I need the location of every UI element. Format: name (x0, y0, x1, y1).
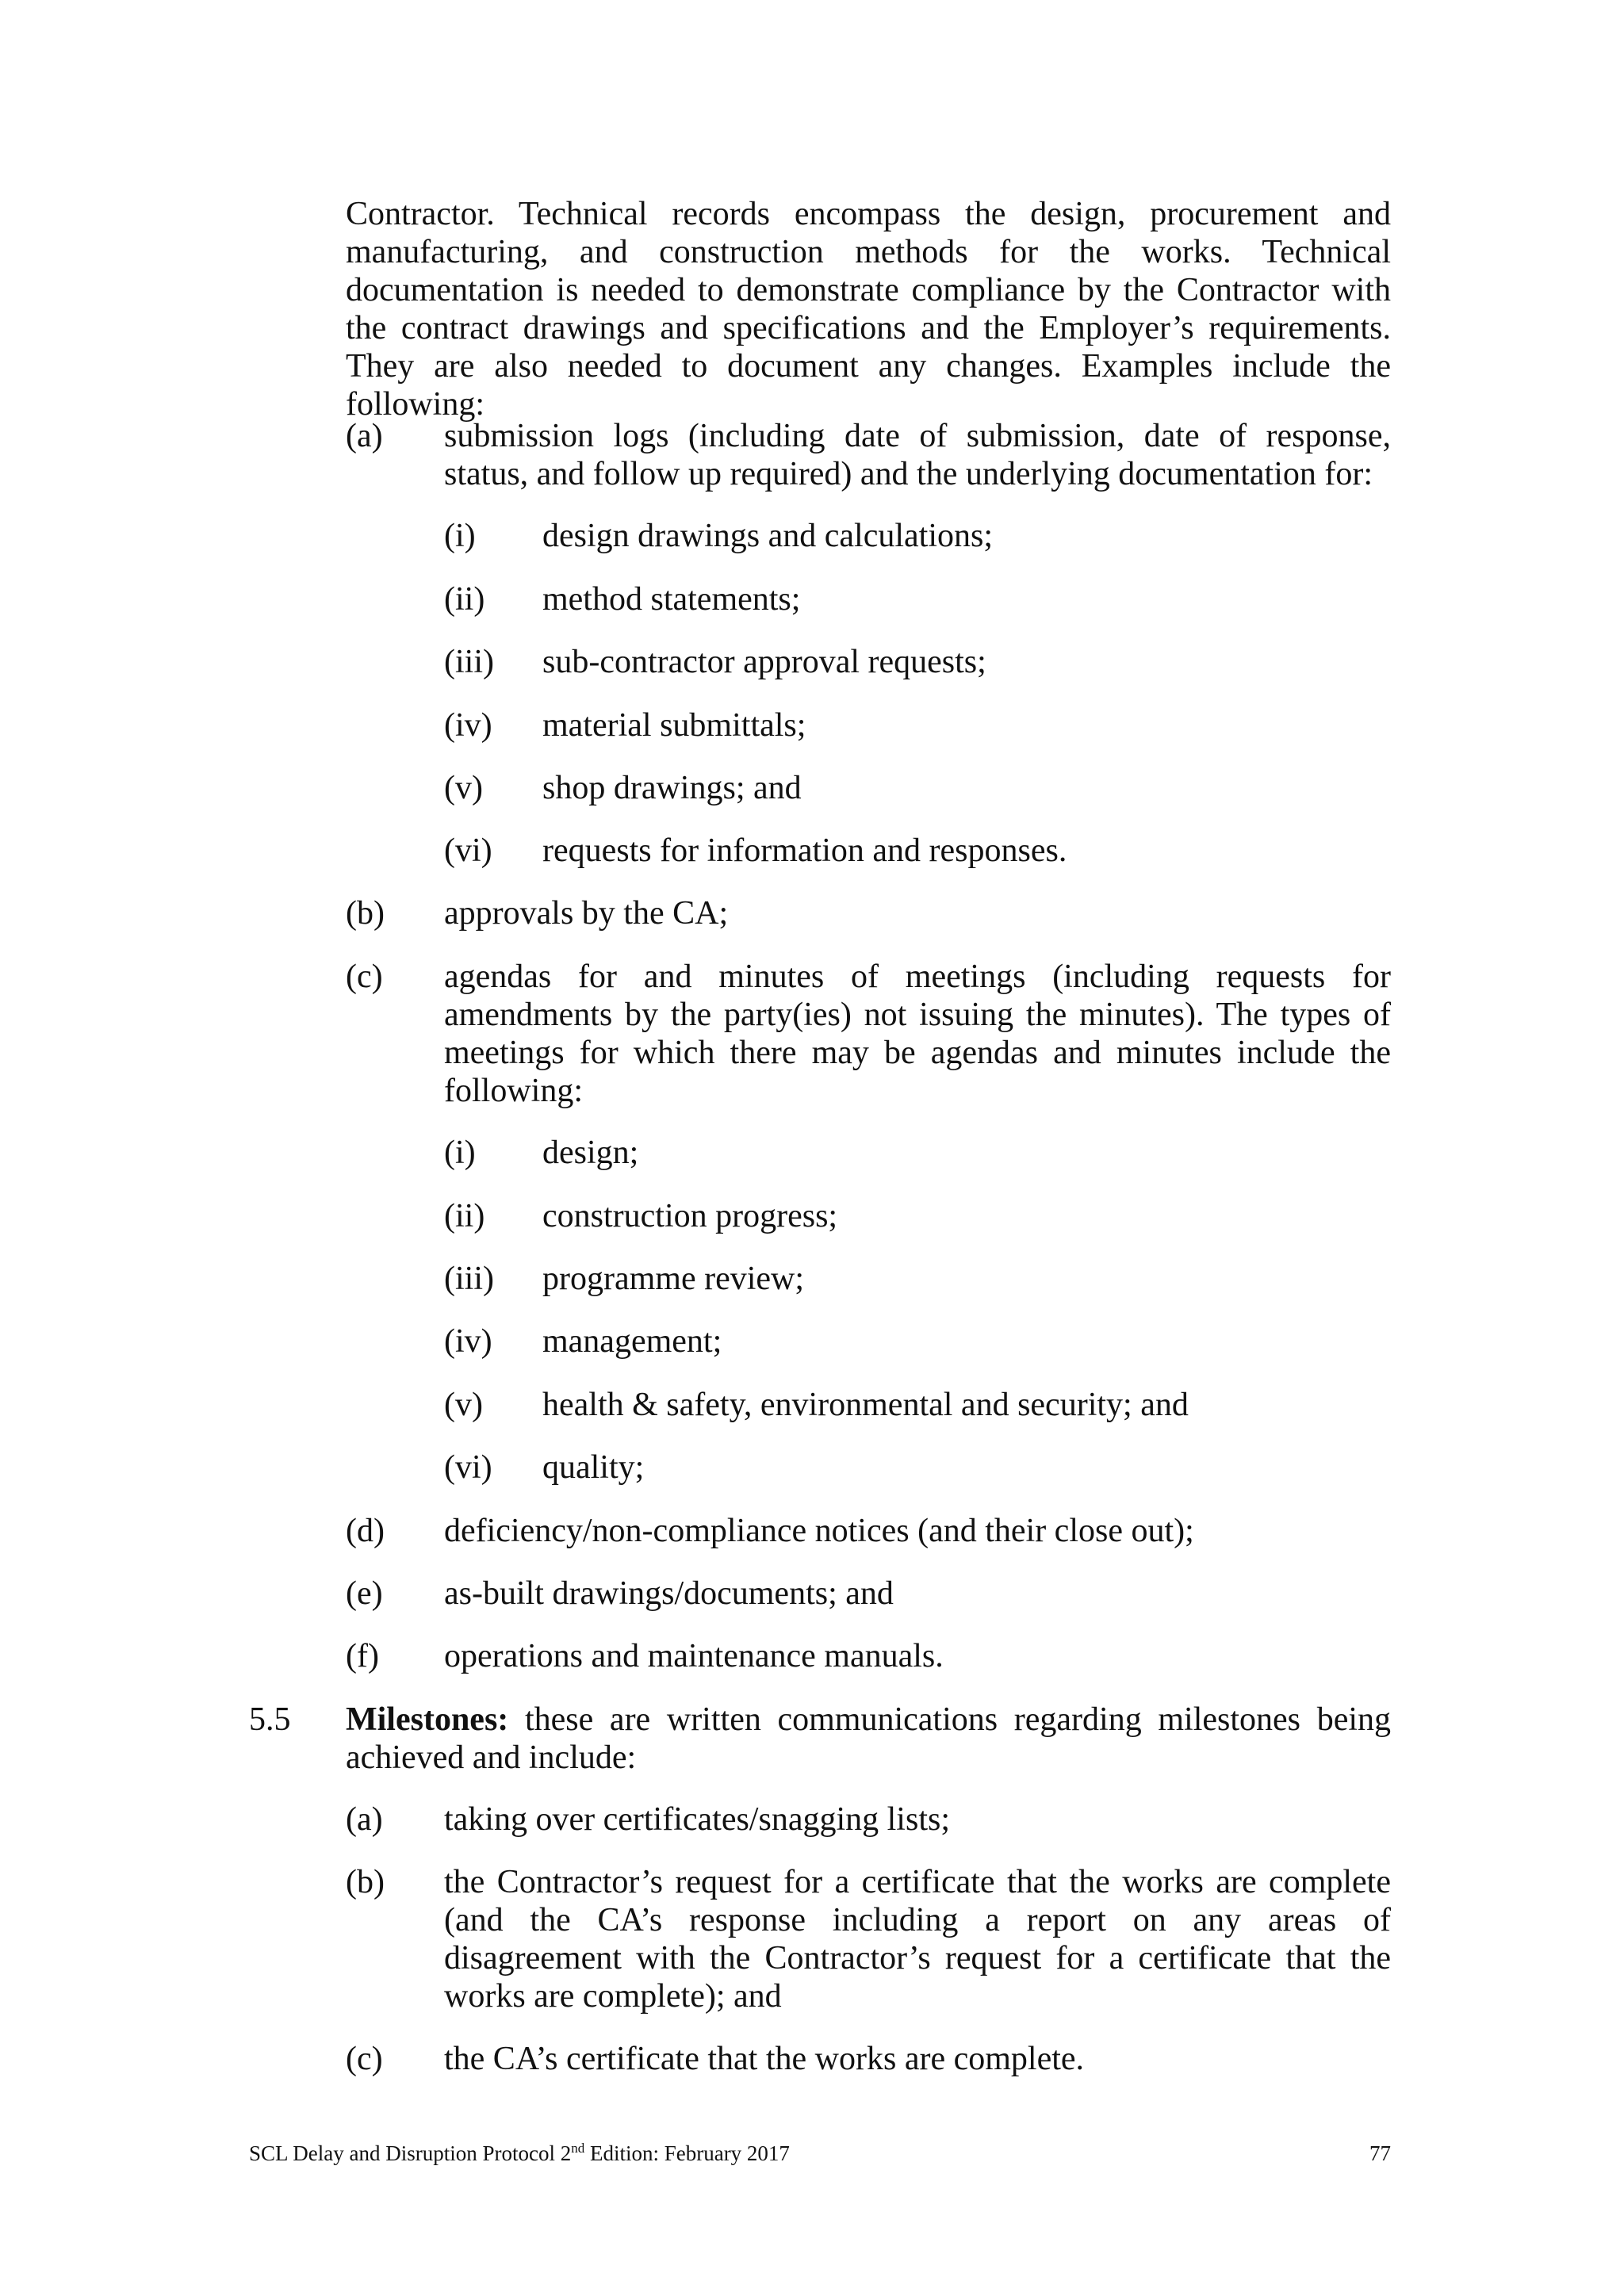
list-label: (b) (346, 895, 385, 932)
sublist-label: (iv) (444, 1323, 492, 1360)
page-number: 77 (1369, 2141, 1391, 2165)
sublist-text: quality; (542, 1449, 645, 1486)
section-heading: Milestones: (346, 1701, 509, 1738)
list-label: (a) (346, 418, 383, 454)
footer-title-text: SCL Delay and Disruption Protocol 2 (249, 2141, 572, 2165)
list-text: operations and maintenance manuals. (444, 1638, 944, 1674)
intro-paragraph: Contractor. Technical records encompass the design, procurement and manufacturing, and construction methods for the works. Technical documentation is needed to demonstrate compliance by the Contractor with the contract drawings and specifications and the Employer’s requirements. They are also needed to document any changes. Examples include the following: (346, 196, 1391, 423)
sublist-text: shop drawings; and (542, 770, 802, 806)
footer-title-superscript: nd (571, 2141, 585, 2156)
list-label: (b) (346, 1864, 385, 1900)
sublist-text: method statements; (542, 581, 801, 618)
list-label: (a) (346, 1801, 383, 1838)
sublist-text: material submittals; (542, 707, 806, 744)
sublist-text: management; (542, 1323, 722, 1360)
list-item-a (346, 417, 1391, 493)
sublist-text: construction progress; (542, 1198, 838, 1234)
list-text: the Contractor’s request for a certificate that the works are complete (and the CA’s response including a report on any areas of disagreement with the Contractor’s request for a certificate that the works are complete); and (444, 1864, 1391, 2015)
sublist-label: (i) (444, 518, 476, 554)
list-text: taking over certificates/snagging lists; (444, 1801, 950, 1838)
list-text: the CA’s certificate that the works are complete. (444, 2041, 1085, 2077)
sublist-label: (iii) (444, 1261, 494, 1297)
sublist-label: (v) (444, 770, 483, 806)
list-text: as-built drawings/documents; and (444, 1575, 894, 1612)
section-paragraph (346, 1701, 1391, 1777)
sublist-label: (v) (444, 1387, 483, 1423)
list-text: deficiency/non-compliance notices (and their close out); (444, 1513, 1194, 1549)
section-text: these are written communications regarding milestones being achieved and include: (346, 1701, 1391, 1776)
sublist-label: (iv) (444, 707, 492, 744)
sublist-text: programme review; (542, 1261, 805, 1297)
sublist-label: (ii) (444, 581, 485, 618)
list-text: agendas for and minutes of meetings (including requests for amendments by the party(ies) not issuing the minutes). The types of meetings for which there may be agendas and minutes include the following: (444, 959, 1391, 1109)
sublist-text: design; (542, 1135, 639, 1171)
sublist-label: (vi) (444, 1449, 492, 1486)
list-label: (d) (346, 1513, 385, 1549)
list-text: approvals by the CA; (444, 895, 729, 932)
list-text: submission logs (including date of submission, date of response, status, and follow up required) and the underlying documentation for: (444, 418, 1391, 492)
section-number: 5.5 (249, 1701, 291, 1738)
footer-title (249, 2141, 790, 2166)
sublist-text: health & safety, environmental and security; and (542, 1387, 1189, 1423)
sublist-text: sub-contractor approval requests; (542, 644, 986, 680)
sublist-label: (ii) (444, 1198, 485, 1234)
sublist-label: (iii) (444, 644, 494, 680)
sublist-label: (vi) (444, 832, 492, 869)
list-label: (c) (346, 959, 383, 995)
sublist-text: design drawings and calculations; (542, 518, 994, 554)
sublist-text: requests for information and responses. (542, 832, 1067, 869)
list-label: (e) (346, 1575, 383, 1612)
list-label: (c) (346, 2041, 383, 2077)
footer-title-edition: Edition: February 2017 (584, 2141, 790, 2165)
list-label: (f) (346, 1638, 379, 1674)
sublist-label: (i) (444, 1135, 476, 1171)
